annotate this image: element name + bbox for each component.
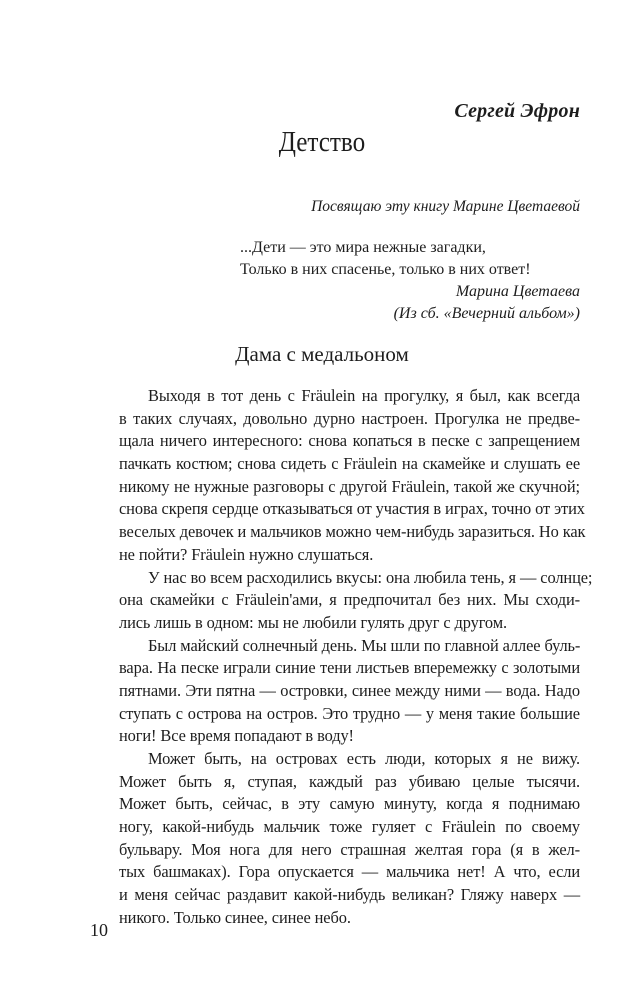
text-line: Может быть я, ступая, каждый раз убиваю целые тысячи.: [119, 771, 580, 791]
text-line: Выходя в тот день с Fräulein на прогулку, я был, как всегда: [148, 386, 580, 405]
text-line: Может быть, на островах есть люди, которых я не вижу.: [148, 749, 580, 768]
author-name: Сергей Эфрон: [454, 100, 580, 122]
text-line: она скамейки с Fräulein'ами, я предпочитал без них. Мы сходи-: [119, 590, 580, 610]
text-line: в таких случаях, довольно дурно настроен. Прогулка не предве-: [119, 408, 580, 428]
text-line: У нас во всем расходились вкусы: она любила тень, я — солнце;: [148, 567, 593, 587]
text-line: пятнами. Эти пятна — островки, синее между ними — вода. Надо: [119, 680, 580, 700]
epigraph-author: Марина Цветаева: [455, 283, 580, 300]
text-line: Был майский солнечный день. Мы шли по главной аллее буль-: [148, 635, 581, 655]
text-line: Может быть, сейчас, в эту самую минуту, когда я поднимаю: [119, 794, 580, 814]
text-line: щала ничего интересного: снова копаться в песке с запрещением: [119, 431, 580, 451]
text-line: веселых девочек и мальчиков можно чем-нибудь заразиться. Но как: [119, 522, 586, 542]
text-line: никому не нужные разговоры с другой Fräulein, такой же скучной;: [119, 476, 580, 496]
text-line: ногу, какой-нибудь мальчик тоже гуляет с Fräulein по своему: [119, 817, 580, 837]
text-line: ноги! Все время попадают в воду!: [119, 726, 354, 746]
epigraph: [240, 237, 580, 325]
paragraph: [90, 635, 580, 748]
text-line: бульвару. Моя нога для него страшная желтая гора (я в жел-: [119, 839, 580, 859]
paragraph: [90, 385, 586, 567]
chapter-title: Дама с медальоном: [235, 342, 409, 366]
text-line: снова скрепя сердце отказываться от участия в играх, точно от этих: [119, 499, 585, 519]
text-line: вара. На песке играли синие тени листьев вперемежку с золотыми: [119, 658, 580, 678]
epigraph-source: (Из сб. «Вечерний альбом»): [393, 305, 580, 322]
text-line: пачкать костюм; снова сидеть с Fräulein на скамейке и слушать ее: [119, 454, 580, 474]
page-title: Детство: [278, 127, 366, 158]
epigraph-line: Только в них спасенье, только в них ответ!: [240, 261, 531, 278]
body-text: [90, 385, 593, 930]
text-line: лись лишь в одном: мы не любили гулять друг с другом.: [119, 612, 507, 632]
paragraph: [90, 748, 580, 930]
text-line: и меня сейчас раздавит какой-нибудь великан? Гляжу наверх —: [119, 885, 580, 905]
epigraph-line: ...Дети — это мира нежные загадки,: [240, 239, 486, 256]
text-line: не пойти? Fräulein нужно слушаться.: [119, 544, 374, 564]
page-number: 10: [90, 920, 108, 940]
text-line: ступать с острова на остров. Это трудно — у меня такие большие: [119, 703, 580, 723]
paragraph: [90, 567, 593, 635]
text-line: никого. Только синее, синее небо.: [119, 907, 351, 927]
dedication: Посвящаю эту книгу Марине Цветаевой: [311, 198, 580, 215]
text-line: тых башмаках). Гора опускается — мальчика нет! А что, если: [119, 862, 580, 882]
